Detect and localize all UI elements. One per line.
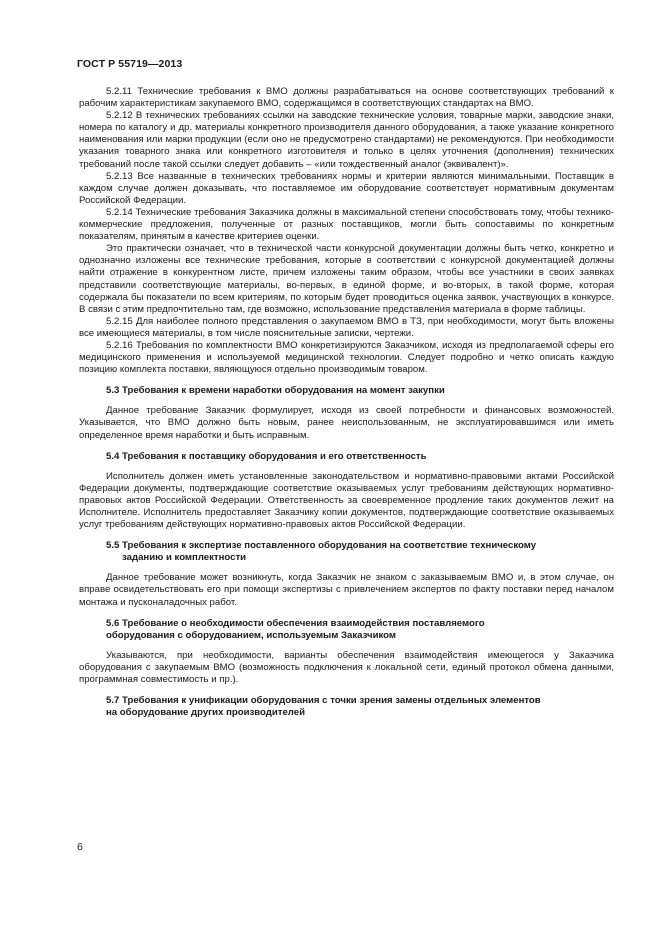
section-heading-5-5-line1: 5.5 Требования к экспертизе поставленного оборудования на соответствие техническому <box>106 540 537 552</box>
document-header: ГОСТ Р 55719—2013 <box>77 58 183 70</box>
section-heading-5-7-line2: на оборудование других производителей <box>106 707 305 719</box>
document-body <box>79 86 614 727</box>
paragraph-5-2-12: 5.2.12 В технических требованиях ссылки на заводские технические условия, товарные марки, заводские знаки, номера по каталогу и др. материалы конкретного производителя данного оборудования, а также указание конкретного наименования или марки продукции (если оно не предусмотрено стандартами) не рекомендуются. При необходимости указания товарного знака или конкретного изготовителя и только в целях уточнения (дополнения) технических требований после такой ссылки следует добавить – «или тождественный аналог (эквивалент)». <box>79 110 614 170</box>
page-number: 6 <box>77 841 83 853</box>
section-heading-5-6-line2: оборудования с оборудованием, используемым Заказчиком <box>106 629 396 641</box>
section-heading-5-7 <box>79 695 614 719</box>
section-heading-5-7-line1: 5.7 Требования к унификации оборудования с точки зрения замены отдельных элементов <box>106 695 541 707</box>
section-heading-5-5-line2: заданию и комплектности <box>122 552 247 564</box>
section-heading-5-3: 5.3 Требования к времени наработки оборудования на момент закупки <box>106 385 445 397</box>
section-heading-5-5 <box>79 540 614 564</box>
section-text-5-4: Исполнитель должен иметь установленные законодательством и нормативно-правовыми актами Российской Федерации документы, подтверждающие соответствие оказываемых услуг требованиям действующих нормативно-правовых актов Российской Федерации. Ответственность за своевременное продление таких документов лежит на Исполнителе. Исполнитель предоставляет Заказчику копии документов, подтверждающие соответствие оказываемых услуг требованиям действующих нормативно-правовых актов Российской Федерации. <box>79 470 614 531</box>
section-text-5-5: Данное требование может возникнуть, когда Заказчик не знаком с заказываемым ВМО и, в этом случае, он вправе освидетельствовать его при помощи экспертизы с привлечением экспертов по факту поставки перед началом монтажа и пусконаладочных работ. <box>79 572 614 608</box>
section-heading-5-6 <box>79 618 614 642</box>
paragraph-5-2-14-cont: Это практически означает, что в технической части конкурсной документации должны быть четко, конкретно и однозначно изложены все технические требования, которые в соответствии с конкурсной документацией должны найти отражение в конкурентном листе, причем изложены таким образом, чтобы все участники в своих заявках представили соответствующие материалы, во-первых, в единой форме, и во-вторых, в такой форме, которая содержала бы показатели по всем критериям, по которым будет проводиться оценка заявок, участвующих в конкурсе. В связи с этим предпочтительно там, где возможно, использование представления материала в форме таблицы. <box>79 243 614 315</box>
paragraph-5-2-11: 5.2.11 Технические требования к ВМО должны разрабатываться на основе соответствующих требований к рабочим характеристикам закупаемого ВМО, содержащимся в соответствующих стандартах на ВМО. <box>79 86 614 110</box>
section-heading-5-6-line1: 5.6 Требование о необходимости обеспечения взаимодействия поставляемого <box>106 617 485 629</box>
paragraph-5-2-16: 5.2.16 Требования по комплектности ВМО конкретизируются Заказчиком, исходя из предполагаемой сферы его медицинского применения и используемой медицинской технологии. Следует подробно и четко описать каждую позицию комплекта поставки, являющуюся отдельно производимым товаром. <box>79 339 614 376</box>
section-text-5-6: Указываются, при необходимости, варианты обеспечения взаимодействия имеющегося у Заказчика оборудования с закупаемым ВМО (возможность подключения к локальной сети, единый протокол обмена данными, программная совместимость и пр.). <box>79 649 614 686</box>
paragraph-5-2-14: 5.2.14 Технические требования Заказчика должны в максимальной степени способствовать тому, чтобы технико-коммерческие предложения, полученные от разных поставщиков, могли быть сопоставимы по конкретным показателям, принятым в качестве критериев оценки. <box>79 206 614 243</box>
section-text-5-3: Данное требование Заказчик формулирует, исходя из своей потребности и финансовых возможностей. Указывается, что ВМО должно быть новым, ранее неиспользованным, не эксплуатировавшимся или иметь определенное время наработки и быть исправным. <box>79 405 614 441</box>
paragraph-5-2-13: 5.2.13 Все названные в технических требованиях нормы и критерии являются минимальными. Поставщик в каждом случае должен доказывать, что поставляемое им оборудование соответствует нормативным документам Российской Федерации. <box>79 170 614 206</box>
section-heading-5-4: 5.4 Требования к поставщику оборудования и его ответственность <box>106 450 427 462</box>
paragraph-5-2-15: 5.2.15 Для наиболее полного представления о закупаемом ВМО в ТЗ, при необходимости, могут быть вложены все имеющиеся материалы, в том числе пояснительные записки, чертежи. <box>79 315 614 339</box>
